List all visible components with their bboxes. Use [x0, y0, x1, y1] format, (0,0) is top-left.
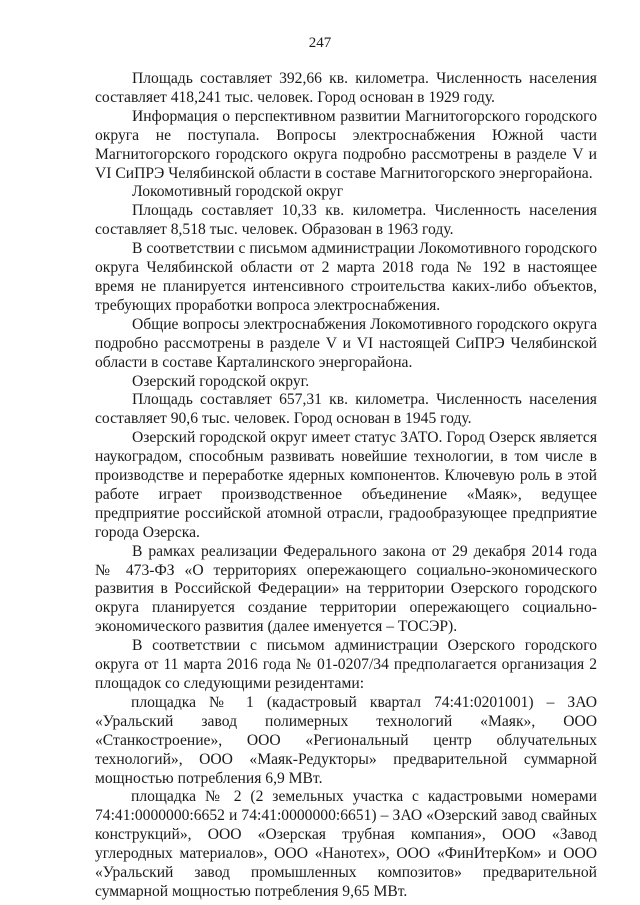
heading-ozersky: Озерский городской округ.	[132, 372, 310, 390]
paragraph-ozersky-status: Озерский городской округ имеет статус ЗАТО. Город Озерск является наукоградом, способным развивать новейшие технологии, в том числе в производстве и переработке ядерных компонентов. Ключевую роль в этой работе играет производственное объединение «Маяк», ведущее предприятие российской атомной отрасли, градообразующее предприятие города Озерска.	[95, 429, 597, 541]
paragraph-lokomotivny-power: Общие вопросы электроснабжения Локомотивного городского округа подробно рассмотрены в разделе V и VI настоящей СиПРЭ Челябинской области в составе Карталинского энергорайона.	[95, 315, 597, 371]
list-item-site-2: площадка № 2 (2 земельных участка с кадастровыми номерами 74:41:0000000:6652 и 74:41:0000000:6651) – ЗАО «Озерский завод свайных конструкций», ООО «Озерская трубная компания», ООО «Завод углеродных материалов», ООО «Нанотех», ООО «ФинИтерКом» и ООО «Уральский завод промышленных композитов» предварительной суммарной мощностью потребления 9,65 МВт.	[95, 788, 597, 900]
page-number: 247	[308, 35, 332, 51]
paragraph-lokomotivny-area: Площадь составляет 10,33 кв. километра. Численность населения составляет 8,518 тыс. человек. Образован в 1963 году.	[95, 202, 597, 239]
paragraph-ozersky-area: Площадь составляет 657,31 кв. километра. Численность населения составляет 90,6 тыс. человек. Город основан в 1945 году.	[95, 391, 597, 428]
paragraph-ozersky-toser: В рамках реализации Федерального закона от 29 декабря 2014 года № 473-ФЗ «О территориях опережающего социально-экономического развития в Российской Федерации» на территории Озерского городского округа планируется создание территории опережающего социально-экономического развития (далее именуется – ТОСЭР).	[95, 542, 597, 636]
document-body	[95, 70, 597, 902]
paragraph-lokomotivny-letter: В соответствии с письмом администрации Локомотивного городского округа Челябинской области от 2 марта 2018 года № 192 в настоящее время не планируется интенсивного строительства каких-либо объектов, требующих проработки вопроса электроснабжения.	[95, 240, 597, 314]
paragraph-magnitogorsk-development: Информация о перспективном развитии Магнитогорского городского округа не поступала. Вопросы электроснабжения Южной части Магнитогорского городского округа подробно рассмотрены в разделе V и VI СиПРЭ Челябинской области в составе Магнитогорского энергорайона.	[95, 107, 597, 182]
paragraph-ozersky-letter: В соответствии с письмом администрации Озерского городского округа от 11 марта 2016 года № 01-0207/34 предполагается организация 2 площадок со следующими резидентами:	[95, 637, 597, 692]
list-item-site-1: площадка № 1 (кадастровый квартал 74:41:0201001) – ЗАО «Уральский завод полимерных технологий «Маяк», ООО «Станкостроение», ООО «Региональный центр облучательных технологий», ООО «Маяк-Редукторы» предварительной суммарной мощностью потребления 6,9 МВт.	[95, 693, 597, 787]
heading-lokomotivny: Локомотивный городской округ	[132, 183, 344, 201]
paragraph-magnitogorsk-area: Площадь составляет 392,66 кв. километра. Численность населения составляет 418,241 тыс. человек. Город основан в 1929 году.	[95, 70, 597, 106]
